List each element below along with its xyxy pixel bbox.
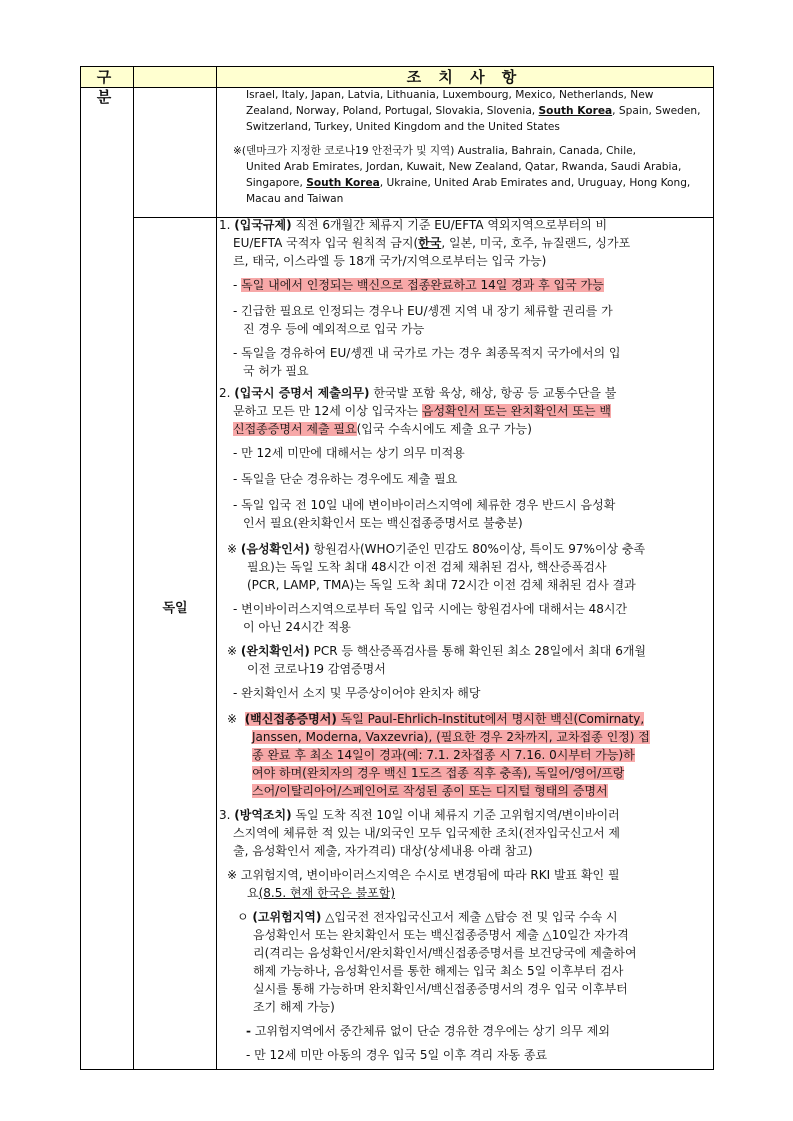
safe-country-note: ※(덴마크가 지정한 코로나19 안전국가 및 지역) Australia, Bahrain, Canada, Chile, — [233, 145, 637, 157]
recovery-bullet: - 완치확인서 소지 및 무증상이어야 완치자 해당 — [233, 686, 481, 700]
safe-country-line: Macau and Taiwan — [246, 193, 344, 205]
entry-restriction-line: EU/EFTA 국적자 입국 원칙적 금지(한국, 일본, 미국, 호주, 뉴질랜드, 싱가포 — [233, 236, 631, 250]
transit-bullet-cont: 국 허가 필요 — [243, 364, 309, 378]
vaccination-entry-bullet: - 독일 내에서 인정되는 백신으로 접종완료하고 14일 경과 후 입국 가능 — [233, 278, 604, 292]
rki-note: ※ 고위험지역, 변이바이러스지역은 수시로 변경됨에 따라 RKI 발표 확인 필 — [227, 868, 620, 882]
under-12-bullet: - 만 12세 미만에 대해서는 상기 의무 미적용 — [233, 446, 465, 460]
certificate-item: 2. (입국시 증명서 제출의무) 한국발 포함 육상, 해상, 항공 등 교통수단을 불 — [219, 386, 617, 400]
header-measures: 조 치 사 항 — [406, 68, 523, 86]
country-list-line: Zealand, Norway, Poland, Portugal, Slovakia, Slovenia, South Korea, Spain, Sweden, — [246, 105, 701, 117]
entry-restriction-item: 1. (입국규제) 직전 6개월간 체류지 기준 EU/EFTA 역외지역으로부터의 비 — [219, 218, 608, 232]
child-quarantine-bullet: - 만 12세 미만 아동의 경우 입국 5일 이후 격리 자동 종료 — [246, 1048, 548, 1062]
exception-bullet: - 긴급한 필요로 인정되는 경우나 EU/솅겐 지역 내 장기 체류할 권리를 가 — [233, 304, 613, 318]
high-risk-line: 리(격리는 음성확인서/완치확인서/백신접종증명서를 보건당국에 제출하여 — [253, 946, 637, 960]
vaccine-cert-line: Janssen, Moderna, Vaxzevria), (필요한 경우 2차까지, 교차접종 인정) 접 — [252, 730, 650, 744]
quarantine-line: 출, 음성확인서 제출, 자가격리) 대상(상세내용 아래 참고) — [233, 844, 533, 858]
variant-bullet: - 독일 입국 전 10일 내에 변이바이러스지역에 체류한 경우 반드시 음성확 — [233, 498, 616, 512]
measures-table — [80, 66, 714, 1070]
high-risk-item: ㅇ (고위험지역) △입국전 전자입국신고서 제출 △탑승 전 및 입국 수속 시 — [237, 910, 618, 924]
high-risk-line: 조기 해제 가능) — [253, 1000, 335, 1014]
negative-test-line: (PCR, LAMP, TMA)는 독일 도착 최대 72시간 이전 검체 채취된 검사 결과 — [247, 578, 636, 592]
high-risk-line: 해제 가능하나, 음성확인서를 통한 해제는 입국 최소 5일 이후부터 검사 — [253, 964, 624, 978]
vaccine-cert-note: ※ (백신접종증명서) 독일 Paul-Ehrlich-Institut에서 명시한 백신(Comirnaty, — [227, 712, 645, 726]
variant-bullet-cont: 인서 필요(완치확인서 또는 백신접종증명서로 불충분) — [243, 516, 523, 530]
safe-country-line: Singapore, South Korea, Ukraine, United Arab Emirates and, Uruguay, Hong Kong, — [246, 177, 691, 189]
country-list-line: Israel, Italy, Japan, Latvia, Lithuania, Luxembourg, Mexico, Netherlands, New — [246, 89, 654, 101]
vaccine-cert-line: 종 완료 후 최소 14일이 경과(예: 7.1. 2차접종 시 7.16. 0시부터 가능)하 — [252, 748, 635, 762]
high-risk-line: 실시를 통해 가능하며 완치확인서/백신접종증명서의 경우 입국 이후부터 — [253, 982, 628, 996]
rki-note-cont: 요(8.5. 현재 한국은 불포함) — [247, 886, 396, 900]
vaccine-cert-line: 여야 하며(완치자의 경우 백신 1도즈 접종 직후 충족), 독일어/영어/프랑 — [252, 766, 625, 780]
transit-bullet: - 독일을 경유하여 EU/솅겐 내 국가로 가는 경우 최종목적지 국가에서의 입 — [233, 346, 621, 360]
transit-exemption-bullet: - 고위험지역에서 중간체류 없이 단순 경유한 경우에는 상기 의무 제외 — [246, 1024, 610, 1038]
transit-bullet: - 독일을 단순 경유하는 경우에도 제출 필요 — [233, 472, 458, 486]
variant-test-bullet-cont: 이 아닌 24시간 적용 — [243, 620, 351, 634]
vaccine-cert-line: 스어/이탈리아어/스페인어로 작성된 종이 또는 디지털 형태의 증명서 — [252, 784, 608, 798]
entry-restriction-line: 르, 태국, 이스라엘 등 18개 국가/지역으로부터는 입국 가능) — [233, 254, 547, 268]
high-risk-line: 음성확인서 또는 완치확인서 또는 백신접종증명서 제출 △10일간 자가격 — [253, 928, 629, 942]
header-category: 구 분 — [96, 68, 118, 106]
recovery-line: 이전 코로나19 감염증명서 — [247, 662, 386, 676]
country-label: 독일 — [162, 601, 188, 616]
negative-test-note: ※ (음성확인서) 항원검사(WHO기준인 민감도 80%이상, 특이도 97%이상 충족 — [227, 542, 646, 556]
certificate-line: 신접종증명서 제출 필요(입국 수속시에도 제출 요구 가능) — [233, 422, 532, 436]
exception-bullet-cont: 진 경우 등에 예외적으로 입국 가능 — [243, 322, 425, 336]
recovery-note: ※ (완치확인서) PCR 등 핵산증폭검사를 통해 확인된 최소 28일에서 최대 6개월 — [227, 644, 647, 658]
negative-test-line: 필요)는 독일 도착 최대 48시간 이전 검체 채취된 검사, 핵산증폭검사 — [247, 560, 607, 574]
quarantine-line: 스지역에 체류한 적 있는 내/외국인 모두 입국제한 조치(전자입국신고서 제 — [233, 826, 621, 840]
safe-country-line: United Arab Emirates, Jordan, Kuwait, New Zealand, Qatar, Rwanda, Saudi Arabia, — [246, 161, 682, 173]
variant-test-bullet: - 변이바이러스지역으로부터 독일 입국 시에는 항원검사에 대해서는 48시간 — [233, 602, 628, 616]
quarantine-item: 3. (방역조치) 독일 도착 직전 10일 이내 체류지 기준 고위험지역/변이바이러 — [219, 808, 620, 822]
country-list-line: Switzerland, Turkey, United Kingdom and the United States — [246, 121, 560, 133]
certificate-line: 문하고 모든 만 12세 이상 입국자는 음성확인서 또는 완치확인서 또는 백 — [233, 404, 611, 418]
